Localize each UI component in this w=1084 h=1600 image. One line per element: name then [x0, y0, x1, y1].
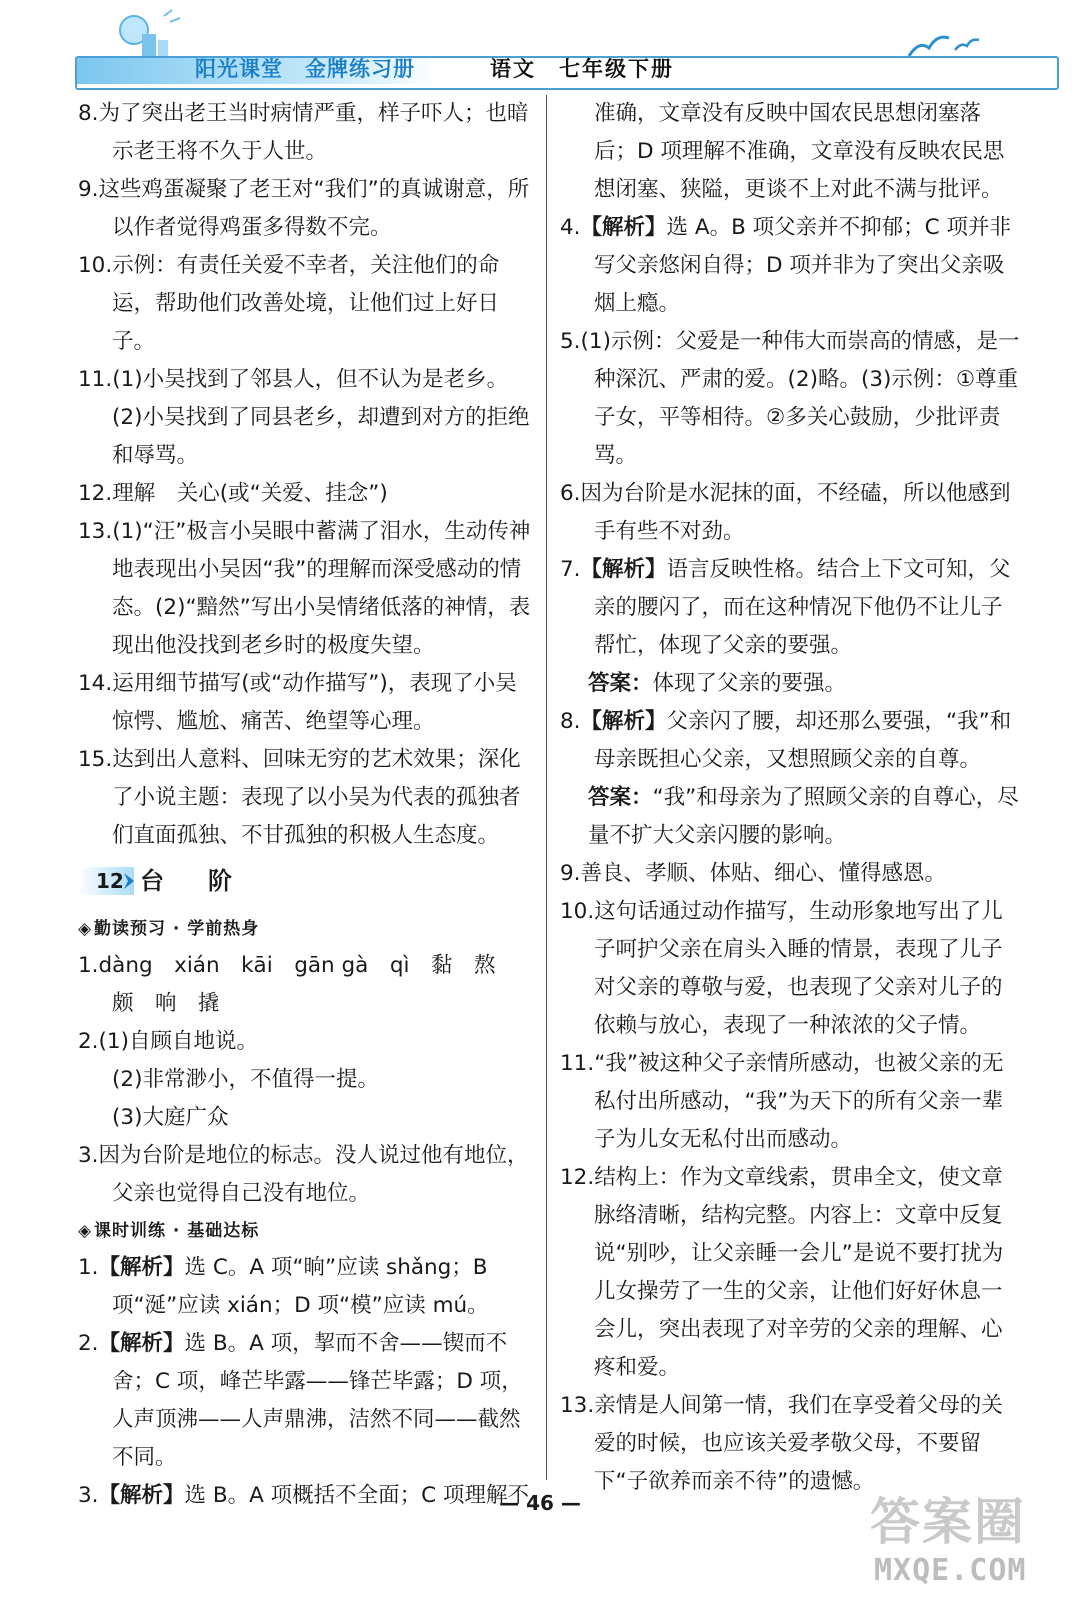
left-column	[78, 95, 533, 1515]
answer-8	[560, 779, 1022, 855]
header-subject	[490, 54, 674, 84]
watermark-url: MXQE.COM	[874, 1553, 1027, 1588]
item-number: 13.	[78, 519, 113, 544]
answer-item	[78, 1477, 533, 1515]
answer-item-8	[560, 703, 1022, 779]
answer-item	[78, 475, 533, 513]
answer-item	[560, 1387, 1022, 1501]
item-text: 亲情是人间第一情，我们在享受着父母的关爱的时候，也应该关爱孝敬父母，不要留下“子欲养而亲不待”的遗憾。	[594, 1393, 1003, 1494]
item-number: 3.	[78, 1483, 99, 1508]
answer-list-left	[78, 95, 533, 855]
item-text: 准确，文章没有反映中国农民思想闭塞落后；D 项理解不准确，文章没有反映农民思想闭塞、狭隘，更谈不上对此不满与批评。	[594, 101, 1005, 202]
answer-item	[78, 1023, 533, 1061]
analysis-tag: 【解析】	[580, 709, 667, 734]
analysis-tag: 【解析】	[580, 557, 667, 582]
answer-7	[560, 665, 1022, 703]
answer-item	[560, 1159, 1022, 1387]
training-answer-list	[78, 1249, 533, 1515]
subject-name: 语文	[490, 57, 536, 81]
answer-item	[560, 551, 1022, 665]
answer-item	[78, 1325, 533, 1477]
right-column	[560, 95, 1022, 1501]
diamond-icon: ◈	[78, 1221, 93, 1241]
answer-item	[78, 1249, 533, 1325]
answer-list-right	[560, 95, 1022, 665]
answer-list-right-2	[560, 855, 1022, 1501]
item-number: 2.	[78, 1029, 99, 1054]
item-text: 颇 响 撬	[112, 991, 220, 1016]
brand-name: 阳光课堂	[195, 57, 283, 81]
answer-label: 答案：	[588, 671, 653, 696]
item-text: 善良、孝顺、体贴、细心、懂得感恩。	[580, 861, 947, 886]
item-number: 15.	[78, 747, 113, 772]
item-number: 4.	[560, 215, 581, 240]
item-number: 11.	[560, 1051, 595, 1076]
item-text: (1)示例：父爱是一种伟大而崇高的情感，是一种深沉、严肃的爱。(2)略。(3)示例：①尊重子女，平等相待。②多关心鼓励，少批评责骂。	[580, 329, 1020, 468]
item-number: 3.	[78, 1143, 99, 1168]
item-number: 1.	[78, 1255, 99, 1280]
page-header	[0, 0, 1084, 92]
item-text: 达到出人意料、回味无穷的艺术效果；深化了小说主题：表现了以小吴为代表的孤独者们直面孤独、不甘孤独的积极人生态度。	[112, 747, 521, 848]
item-number: 8.	[560, 709, 581, 734]
item-number: 10.	[560, 899, 595, 924]
item-text: (2)小吴找到了同县老乡，却遭到对方的拒绝和辱骂。	[112, 405, 530, 468]
item-text: 选 B。A 项，挈而不舍——锲而不舍；C 项，峰芒毕露——锋芒毕露；D 项，人声顶沸——人声鼎沸，洁然不同——截然不同。	[112, 1331, 523, 1470]
item-number: 2.	[78, 1331, 99, 1356]
item-text: “我”被这种父子亲情所感动，也被父亲的无私付出所感动，“我”为天下的所有父亲一辈子为儿女无私付出而感动。	[594, 1051, 1004, 1152]
answer-item	[560, 1045, 1022, 1159]
item-text: (3)大庭广众	[112, 1105, 229, 1130]
watermark	[860, 1492, 1080, 1596]
answer-text: “我”和母亲为了照顾父亲的自尊心，尽量不扩大父亲闪腰的影响。	[588, 785, 1019, 848]
item-number: 9.	[78, 177, 99, 202]
answer-item	[78, 1137, 533, 1213]
preview-answer-list	[78, 947, 533, 1213]
answer-item	[78, 947, 533, 985]
item-text: 选 A。B 项父亲并不抑郁；C 项并非写父亲悠闲自得；D 项并非为了突出父亲吸烟上瘾。	[594, 215, 1012, 316]
diamond-icon: ◈	[78, 919, 93, 939]
analysis-tag: 【解析】	[98, 1255, 185, 1280]
column-divider	[546, 95, 547, 1480]
item-number: 10.	[78, 253, 113, 278]
item-text: 为了突出老王当时病情严重，样子吓人；也暗示老王将不久于人世。	[98, 101, 529, 164]
item-number: 7.	[560, 557, 581, 582]
item-number: 5.	[560, 329, 581, 354]
grade-name: 七年级下册	[559, 57, 674, 81]
answer-item	[78, 665, 533, 741]
answer-item	[560, 95, 1022, 209]
answer-item	[78, 1061, 533, 1099]
subheading-text: 勤读预习 · 学前热身	[94, 919, 260, 939]
item-text: 选 C。A 项“晌”应读 shǎng；B 项“涎”应读 xián；D 项“模”应读 mú。	[112, 1255, 489, 1318]
analysis-tag: 【解析】	[580, 215, 667, 240]
header-title	[195, 54, 415, 84]
item-text: 这些鸡蛋凝聚了老王对“我们”的真诚谢意，所以作者觉得鸡蛋多得数不完。	[98, 177, 530, 240]
answer-item	[78, 247, 533, 361]
answer-item	[560, 323, 1022, 475]
watermark-logo: 答案圈	[870, 1493, 1026, 1551]
item-number: 14.	[78, 671, 113, 696]
item-text: 因为台阶是水泥抹的面，不经磕，所以他感到手有些不对劲。	[580, 481, 1011, 544]
item-text: 示例：有责任关爱不幸者，关注他们的命运，帮助他们改善处境，让他们过上好日子。	[112, 253, 500, 354]
item-text: 父亲闪了腰，却还那么要强，“我”和母亲既担心父亲，又想照顾父亲的自尊。	[594, 709, 1012, 772]
item-number: 12.	[560, 1165, 595, 1190]
item-number: 12.	[78, 481, 113, 506]
answer-item	[78, 985, 533, 1023]
item-text: 理解 关心(或“关爱、挂念”)	[112, 481, 388, 506]
item-text: 语言反映性格。结合上下文可知，父亲的腰闪了，而在这种情况下他仍不让儿子帮忙，体现了父亲的要强。	[594, 557, 1011, 658]
answer-item	[78, 361, 533, 399]
answer-item	[560, 893, 1022, 1045]
birds-icon	[905, 28, 985, 62]
subheading-preview	[78, 911, 533, 947]
analysis-tag: 【解析】	[98, 1331, 185, 1356]
sun-logo-icon	[112, 8, 192, 60]
section-number: 12	[96, 869, 124, 893]
item-number: 1.	[78, 953, 99, 978]
answer-item	[78, 513, 533, 665]
item-text: (1)“汪”极言小吴眼中蓄满了泪水，生动传神地表现出小吴因“我”的理解而深受感动的情态。(2)“黯然”写出小吴情绪低落的神情，表现出他没找到老乡时的极度失望。	[112, 519, 531, 658]
item-text: 结构上：作为文章线索，贯串全文，使文章脉络清晰，结构完整。内容上：文章中反复说“别吵，让父亲睡一会儿”是说不要打扰为儿女操劳了一生的父亲，让他们好好休息一会儿，突出表现了对辛劳的父亲的理解、心疼和爱。	[594, 1165, 1004, 1380]
subheading-text: 课时训练 · 基础达标	[94, 1221, 260, 1241]
item-text: (2)非常渺小，不值得一提。	[112, 1067, 379, 1092]
item-number: 6.	[560, 481, 581, 506]
answer-item	[78, 399, 533, 475]
item-text: (1)自顾自地说。	[98, 1029, 258, 1054]
item-text: dàng xián kāi gān gà qì 黏 熬	[98, 953, 496, 978]
item-number: 8.	[78, 101, 99, 126]
item-text: 因为台阶是地位的标志。没人说过他有地位，父亲也觉得自己没有地位。	[98, 1143, 529, 1206]
item-number: 13.	[560, 1393, 595, 1418]
answer-label: 答案：	[588, 785, 653, 810]
answer-item	[560, 855, 1022, 893]
answer-item	[78, 1099, 533, 1137]
section-title: 台 阶	[140, 867, 242, 895]
item-text: 这句话通过动作描写，生动形象地写出了儿子呵护父亲在肩头入睡的情景，表现了儿子对父亲的尊敬与爱，也表现了父亲对儿子的依赖与放心，表现了一种浓浓的父子情。	[594, 899, 1003, 1038]
answer-text: 体现了父亲的要强。	[652, 671, 847, 696]
analysis-tag: 【解析】	[98, 1483, 185, 1508]
item-text: 运用细节描写(或“动作描写”)，表现了小吴惊愕、尴尬、痛苦、绝望等心理。	[112, 671, 517, 734]
answer-item	[560, 209, 1022, 323]
answer-item	[78, 171, 533, 247]
item-text: 选 B。A 项概括不全面；C 项理解不	[184, 1483, 530, 1508]
chevron-right-icon	[122, 871, 138, 891]
answer-item	[78, 95, 533, 171]
series-name: 金牌练习册	[305, 57, 415, 81]
page-number: — 46 —	[499, 1491, 581, 1515]
section-heading	[78, 859, 533, 905]
answer-item	[78, 741, 533, 855]
subheading-training	[78, 1213, 533, 1249]
item-number: 9.	[560, 861, 581, 886]
answer-item	[560, 475, 1022, 551]
item-text: (1)小吴找到了邻县人，但不认为是老乡。	[112, 367, 509, 392]
item-number: 11.	[78, 367, 113, 392]
